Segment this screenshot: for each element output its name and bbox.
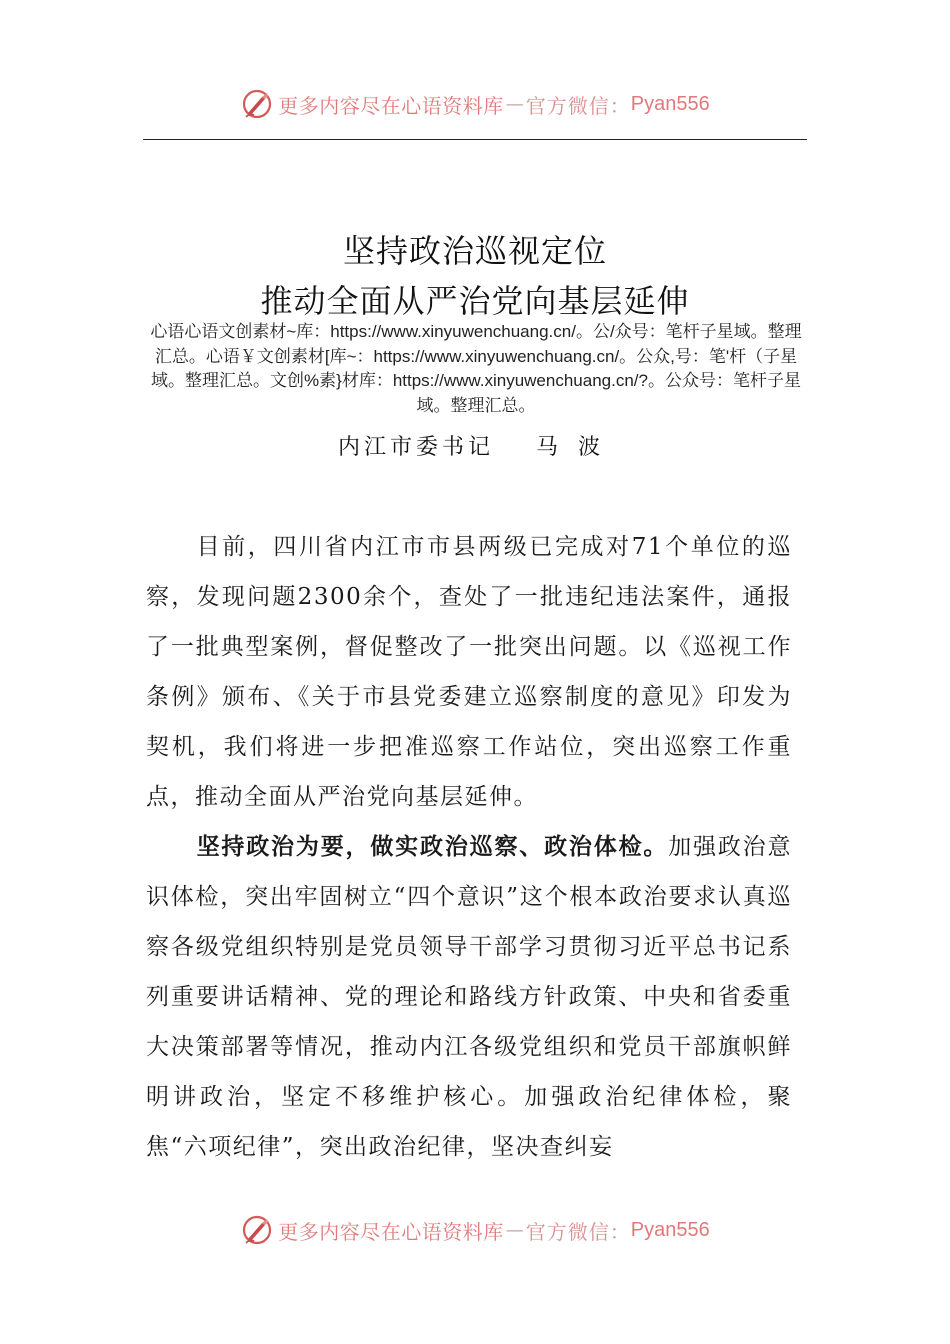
banner-contact-label: 官方微信： [525,93,631,118]
pen-logo-icon [240,1213,274,1247]
paragraph-1-text: 目前，四川省内江市市县两级已完成对71个单位的巡察，发现问题2300余个，查处了一批违纪违法案件，通报了一批典型案例，督促整改了一批突出问题。以《巡视工作条例》颁布、《关于市县党委建立巡察制度的意见》印发为契机，我们将进一步把准巡察工作站位，突出巡察工作重点，推动全面从严治党向基层延伸。 [146,534,792,810]
paragraph-2-text: 加强政治意识体检，突出牢固树立“四个意识”这个根本政治要求认真巡察各级党组织特别是党员领导干部学习贯彻习近平总书记系列重要讲话精神、党的理论和路线方针政策、中央和省委重大决策部署等情况，推动内江各级党组织和党员干部旗帜鲜明讲政治，坚定不移维护核心。加强政治纪律体检，聚焦“六项纪律”，突出政治纪律，坚决查纠妄 [146,834,793,1160]
banner-contact-id: Pyan556 [630,1218,710,1241]
header-banner [0,82,950,126]
body-paragraph-1 [146,522,792,822]
banner-separator: — [505,93,524,115]
document-title-line-2: 推动全面从严治党向基层延伸 [260,282,690,320]
header-divider [143,139,807,140]
author-name-char-2: 波 [578,435,605,460]
footer-banner [0,1208,950,1252]
banner-contact-label: 官方微信： [525,1219,631,1244]
author-name-char-1: 马 [535,435,562,460]
document-body [146,522,792,1172]
body-paragraph-2 [146,822,792,1172]
source-watermark-text: 心语心语文创素材~库：https://www.xinyuwenchuang.cn/。公/众号：笔杆子星域。整理汇总。心语￥文创素材[库~：https://www.xinyuwenchuang.cn/。公众,号：笔'杆（子星域。整理汇总。文创%素}材库：https://www.xinyuwenchuang.cn/?。公众号：笔杆子星域。整理汇总。 [150,322,802,415]
banner-promo-text: 更多内容尽在心语资料库 [278,93,504,118]
banner-promo-text: 更多内容尽在心语资料库 [278,1219,504,1244]
banner-contact-id: Pyan556 [630,92,710,115]
author-position: 内江市委书记 [337,435,494,460]
pen-logo-icon [240,87,274,121]
paragraph-2-lead: 坚持政治为要，做实政治巡察、政治体检。 [196,834,669,860]
document-title-line-1: 坚持政治巡视定位 [342,232,607,270]
banner-separator: — [505,1219,524,1241]
author-byline [0,430,950,461]
